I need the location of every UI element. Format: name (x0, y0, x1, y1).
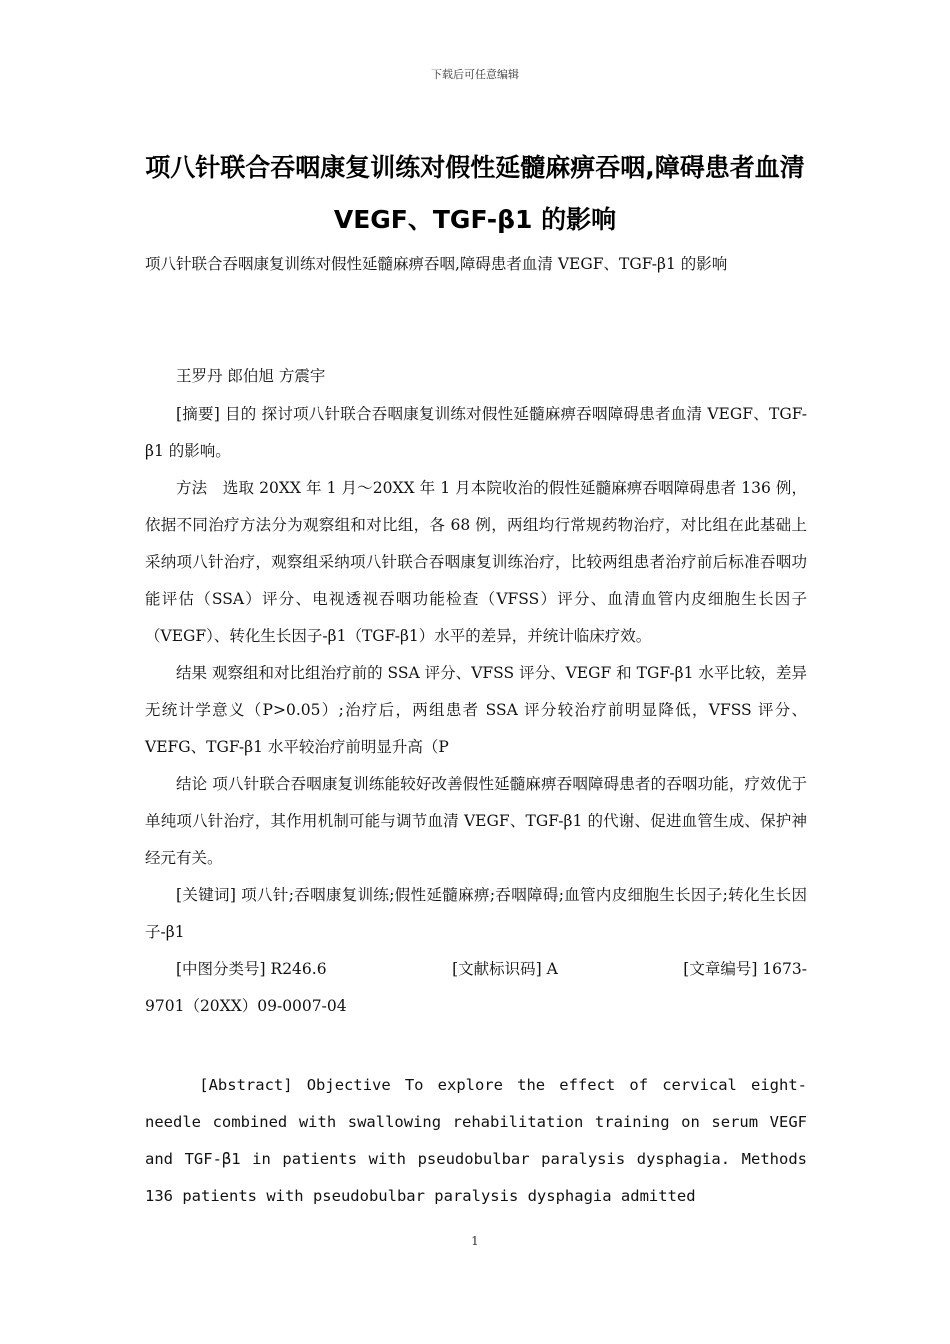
clc-number: [中图分类号] R246.6 (176, 960, 327, 978)
classification-line (145, 951, 807, 988)
document-title: 项八针联合吞咽康复训练对假性延髓麻痹吞咽,障碍患者血清 VEGF、TGF-β1 的影响 (145, 153, 805, 234)
document-code: [文献标识码] A (452, 960, 558, 978)
abstract-conclusion: 结论 项八针联合吞咽康复训练能较好改善假性延髓麻痹吞咽障碍患者的吞咽功能，疗效优于单纯项八针治疗，其作用机制可能与调节血清 VEGF、TGF-β1 的代谢、促进血管生成、保护神经元有关。 (145, 775, 807, 867)
english-abstract: [Abstract] Objective To explore the effect of cervical eight-needle combined with swallowing rehabilitation training on serum VEGF and TGF-β1 in patients with pseudobulbar paralysis dysphagia. Methods 136 patients with pseudobulbar paralysis dysphagia admitted (145, 1076, 807, 1205)
page-number: 1 (471, 1234, 479, 1248)
author-list (145, 358, 807, 395)
abstract-objective: [摘要] 目的 探讨项八针联合吞咽康复训练对假性延髓麻痹吞咽障碍患者血清 VEGF、TGF-β1 的影响。 (145, 405, 807, 460)
article-number-cont: 9701（20XX）09-0007-04 (145, 997, 347, 1015)
abstract-results: 结果 观察组和对比组治疗前的 SSA 评分、VFSS 评分、VEGF 和 TGF-β1 水平比较，差异无统计学意义（P>0.05）;治疗后，两组患者 SSA 评分较治疗前明显降低，VFSS 评分、VEFG、TGF-β1 水平较治疗前明显升高（P (145, 664, 807, 756)
article-number: [文章编号] 1673- (683, 960, 807, 978)
subtitle-text: 项八针联合吞咽康复训练对假性延髓麻痹吞咽,障碍患者血清 VEGF、TGF-β1 的影响 (145, 255, 728, 273)
page-header: 下载后可任意编辑 (431, 68, 519, 81)
keywords: [关键词] 项八针;吞咽康复训练;假性延髓麻痹;吞咽障碍;血管内皮细胞生长因子;转化生长因子-β1 (145, 886, 807, 941)
authors-text: 王罗丹 郎伯旭 方震宇 (176, 367, 326, 385)
document-subtitle (145, 246, 807, 283)
abstract-methods: 方法 选取 20XX 年 1 月～20XX 年 1 月本院收治的假性延髓麻痹吞咽障碍患者 136 例，依据不同治疗方法分为观察组和对比组，各 68 例，两组均行常规药物治疗，对比组在此基础上采纳项八针治疗，观察组采纳项八针联合吞咽康复训练治疗，比较两组患者治疗前后标准吞咽功能评估（SSA）评分、电视透视吞咽功能检查（VFSS）评分、血清血管内皮细胞生长因子（VEGF）、转化生长因子-β1（TGF-β1）水平的差异，并统计临床疗效。 (145, 479, 807, 645)
chinese-abstract (145, 396, 807, 1025)
